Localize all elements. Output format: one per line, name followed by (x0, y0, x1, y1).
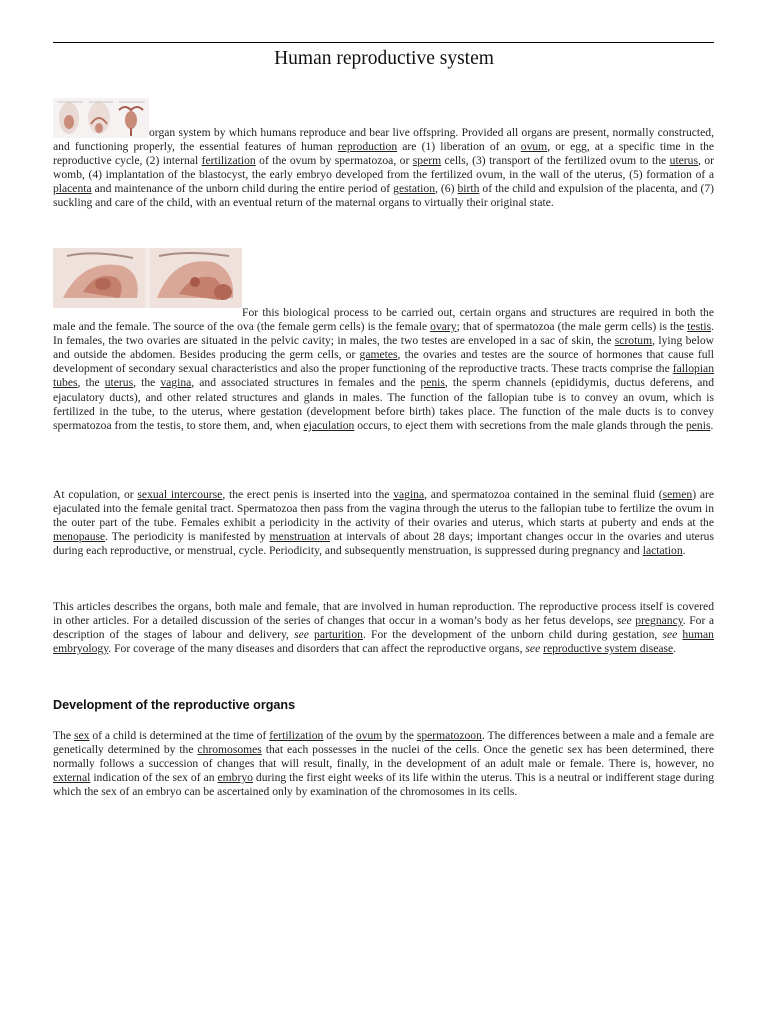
paragraph-copulation: At copulation, or sexual intercourse, the erect penis is inserted into the vagina, and spermatozoa contained in the seminal fluid (semen) are ejaculated into the female genital tract. Spermatozoa then pass from the vagina through the uterus to the fallopian tube to fertilize the ovum in the outer part of the tube. Females exhibit a periodicity in the activity of their ovaries and uterus, which starts at puberty and ends at the menopause. The periodicity is manifested by menstruation at intervals of about 28 days; important changes occur in the ovaries and uterus during each reproductive, or menstrual, cycle. Periodicity, and subsequently menstruation, is suppressed during pregnancy and lactation. (53, 488, 715, 558)
link-testis[interactable]: testis (687, 320, 712, 334)
document-title: Human reproductive system (274, 48, 494, 69)
link-vagina[interactable]: vagina (160, 376, 192, 390)
top-rule (53, 42, 714, 43)
link-parturition[interactable]: parturition (314, 628, 363, 642)
link-external[interactable]: external (53, 771, 91, 785)
link-lactation[interactable]: lactation (642, 544, 683, 558)
link-placenta[interactable]: placenta (53, 182, 92, 196)
link-reproduction[interactable]: reproduction (337, 140, 398, 154)
anatomy-figure-small (53, 98, 149, 138)
link-spermatozoon[interactable]: spermatozoon (416, 729, 482, 742)
section-heading: Development of the reproductive organs (53, 698, 296, 712)
link-gametes[interactable]: gametes (359, 348, 398, 362)
paragraph-article-scope: This articles describes the organs, both male and female, that are involved in human reproduction. The reproductive process itself is covered in other articles. For a detailed discussion of the series of changes that occur in a woman’s body as her fetus develops, see pregnancy. For a description of the stages of labour and delivery, see parturition. For the development of the unborn child during gestation, see human embryology. For coverage of the many diseases and disorders that can affect the reproductive organs, see reproductive system disease. (53, 600, 714, 656)
link-menopause[interactable]: menopause (53, 530, 106, 544)
anatomy-figure-pelvic (53, 248, 242, 308)
link-semen[interactable]: semen (662, 488, 693, 501)
link-ovum[interactable]: ovum (520, 140, 548, 154)
paragraph-development: The sex of a child is determined at the time of fertilization of the ovum by the spermatozoon. The differences between a male and a female are genetically determined by the chromosomes that each possesses in the nuclei of the cells. Once the genetic sex has been determined, there normally follows a succession of changes that will result, finally, in the development of an adult male or female. There is, however, no external indication of the sex of an embryo during the first eight weeks of its life within the uterus. This is a neutral or indifferent stage during which the sex of an embryo can be ascertained only by examination of the chromosomes in its cells. (53, 729, 715, 799)
link-ejaculation[interactable]: ejaculation (303, 418, 355, 432)
link-embryo[interactable]: embryo (217, 771, 253, 785)
link-fertilization[interactable]: fertilization (201, 154, 256, 168)
link-penis[interactable]: penis (420, 376, 445, 390)
link-reproductive-system-disease[interactable]: reproductive system disease (543, 642, 674, 656)
link-sexual-intercourse[interactable]: sexual intercourse (137, 488, 223, 501)
link-birth[interactable]: birth (457, 182, 480, 196)
link-vagina[interactable]: vagina (393, 488, 425, 501)
link-sperm[interactable]: sperm (412, 154, 442, 168)
link-sex[interactable]: sex (73, 729, 90, 742)
link-fertilization[interactable]: fertilization (269, 729, 324, 742)
link-scrotum[interactable]: scrotum (614, 334, 653, 348)
link-uterus[interactable]: uterus (669, 154, 698, 168)
link-uterus[interactable]: uterus (104, 376, 134, 390)
link-ovary[interactable]: ovary (430, 320, 457, 334)
link-menstruation[interactable]: menstruation (269, 530, 331, 544)
link-pregnancy[interactable]: pregnancy (635, 614, 683, 628)
paragraph-intro: organ system by which humans reproduce and bear live offspring. Provided all organs are present, normally constructed, and functioning properly, the essential features of human reproduction are (1) liberation of an ovum, or egg, at a specific time in the reproductive cycle, (2) internal fertilization of the ovum by spermatozoa, or sperm cells, (3) transport of the fertilized ovum to the uterus, or womb, (4) implantation of the blastocyst, the early embryo developed from the fertilized ovum, in the wall of the uterus, (5) formation of a placenta and maintenance of the unborn child during the entire period of gestation, (6) birth of the child and expulsion of the placenta, and (7) suckling and care of the child, with an eventual return of the maternal organs to virtually their original state. (53, 126, 714, 211)
paragraph-organs: For this biological process to be carried out, certain organs and structures are required in both the male and the female. The source of the ova (the female germ cells) is the female ovary; that of spermatozoa (the male germ cells) is the testis. In females, the two ovaries are situated in the pelvic cavity; in males, the two testes are enveloped in a sac of skin, the scrotum, lying below and outside the abdomen. Besides producing the germ cells, or gametes, the ovaries and testes are the source of hormones that cause full development of secondary sexual characteristics and also the proper functioning of the reproductive tracts. These tracts comprise the fallopian tubes, the uterus, the vagina, and associated structures in females and the penis, the sperm channels (epididymis, ductus deferens, and ejaculatory ducts), and other related structures and glands in males. The function of the fallopian tube is to convey an ovum, which is fertilized in the tube, to the uterus, where gestation (development before birth) takes place. The function of the male ducts is to convey spermatozoa from the testis, to store them, and, when ejaculation occurs, to eject them with secretions from the male glands through the penis. (53, 306, 714, 433)
link-ovum[interactable]: ovum (355, 729, 383, 742)
link-human-embryology[interactable]: human embryology (53, 628, 714, 656)
link-gestation[interactable]: gestation (393, 182, 435, 196)
link-chromosomes[interactable]: chromosomes (197, 743, 262, 757)
link-fallopian-tubes[interactable]: fallopian tubes (53, 362, 714, 390)
link-penis[interactable]: penis (685, 418, 711, 432)
